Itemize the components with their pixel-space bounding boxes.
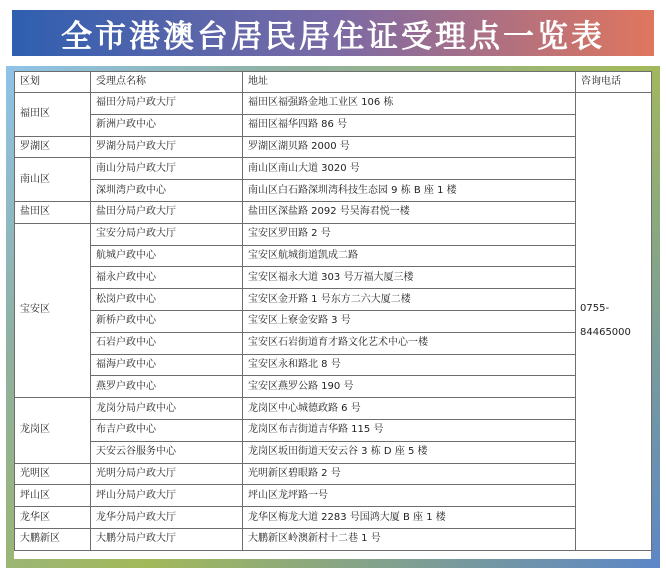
table-row [15, 419, 652, 441]
address-cell: 南山区南山大道 3020 号 [243, 158, 576, 180]
district-cell: 光明区 [15, 463, 91, 485]
table-row [15, 267, 652, 289]
address-cell: 大鹏新区岭澳新村十二巷 1 号 [243, 528, 576, 550]
table-row [15, 507, 652, 529]
point-name-cell: 松岗户政中心 [91, 289, 243, 311]
address-cell: 南山区白石路深圳湾科技生态园 9 栋 B 座 1 楼 [243, 180, 576, 202]
table-row [15, 289, 652, 311]
district-cell: 坪山区 [15, 485, 91, 507]
point-name-cell: 罗湖分局户政大厅 [91, 136, 243, 158]
point-name-cell: 坪山分局户政大厅 [91, 485, 243, 507]
point-name-cell: 石岩户政中心 [91, 332, 243, 354]
address-cell: 宝安区石岩街道育才路文化艺术中心一楼 [243, 332, 576, 354]
district-cell: 龙华区 [15, 507, 91, 529]
table-row [15, 398, 652, 420]
phone-line: 84465000 [580, 327, 631, 339]
address-cell: 罗湖区湖贝路 2000 号 [243, 136, 576, 158]
point-name-cell: 大鹏分局户政大厅 [91, 528, 243, 550]
address-cell: 龙岗区中心城德政路 6 号 [243, 398, 576, 420]
service-points-table [14, 71, 652, 551]
address-cell: 盐田区深盐路 2092 号吴海君悦一楼 [243, 201, 576, 223]
table-row [15, 441, 652, 463]
table-row [15, 158, 652, 180]
district-cell: 南山区 [15, 158, 91, 202]
district-cell: 大鹏新区 [15, 528, 91, 550]
table-row [15, 528, 652, 550]
table-row [15, 485, 652, 507]
table-row [15, 310, 652, 332]
table-row [15, 332, 652, 354]
address-cell: 宝安区永和路北 8 号 [243, 354, 576, 376]
point-name-cell: 南山分局户政大厅 [91, 158, 243, 180]
table-row [15, 245, 652, 267]
point-name-cell: 龙华分局户政大厅 [91, 507, 243, 529]
point-name-cell: 航城户政中心 [91, 245, 243, 267]
address-cell: 福田区福强路金地工业区 106 栋 [243, 93, 576, 115]
district-cell: 盐田区 [15, 201, 91, 223]
table-row [15, 136, 652, 158]
address-cell: 光明新区碧眼路 2 号 [243, 463, 576, 485]
address-cell: 宝安区燕罗公路 190 号 [243, 376, 576, 398]
point-name-cell: 龙岗分局户政中心 [91, 398, 243, 420]
point-name-cell: 盐田分局户政大厅 [91, 201, 243, 223]
table-row [15, 201, 652, 223]
table-row [15, 114, 652, 136]
table-header-row [15, 72, 652, 93]
point-name-cell: 光明分局户政大厅 [91, 463, 243, 485]
point-name-cell: 新洲户政中心 [91, 114, 243, 136]
table-row [15, 463, 652, 485]
address-cell: 宝安区罗田路 2 号 [243, 223, 576, 245]
header-district: 区划 [15, 72, 91, 93]
table-row [15, 354, 652, 376]
address-cell: 宝安区福永大道 303 号万福大厦三楼 [243, 267, 576, 289]
address-cell: 宝安区金开路 1 号东方二六大厦二楼 [243, 289, 576, 311]
point-name-cell: 新桥户政中心 [91, 310, 243, 332]
point-name-cell: 福海户政中心 [91, 354, 243, 376]
point-name-cell: 布吉户政中心 [91, 419, 243, 441]
header-point-name: 受理点名称 [91, 72, 243, 93]
table-body [15, 93, 652, 551]
header-phone: 咨询电话 [576, 72, 652, 93]
phone-cell [576, 93, 652, 551]
address-cell: 宝安区航城街道凯成二路 [243, 245, 576, 267]
table-row [15, 223, 652, 245]
phone-line: 0755- [580, 303, 610, 315]
point-name-cell: 福田分局户政大厅 [91, 93, 243, 115]
district-cell: 罗湖区 [15, 136, 91, 158]
page-title: 全市港澳台居民居住证受理点一览表 [12, 10, 654, 56]
address-cell: 宝安区上寮金安路 3 号 [243, 310, 576, 332]
district-cell: 福田区 [15, 93, 91, 137]
district-cell: 龙岗区 [15, 398, 91, 463]
header-address: 地址 [243, 72, 576, 93]
point-name-cell: 宝安分局户政大厅 [91, 223, 243, 245]
address-cell: 龙岗区布吉街道吉华路 115 号 [243, 419, 576, 441]
address-cell: 福田区福华四路 86 号 [243, 114, 576, 136]
point-name-cell: 福永户政中心 [91, 267, 243, 289]
table-row [15, 376, 652, 398]
point-name-cell: 天安云谷服务中心 [91, 441, 243, 463]
district-cell: 宝安区 [15, 223, 91, 397]
point-name-cell: 燕罗户政中心 [91, 376, 243, 398]
table-row [15, 180, 652, 202]
point-name-cell: 深圳湾户政中心 [91, 180, 243, 202]
address-cell: 龙华区梅龙大道 2283 号国鸿大厦 B 座 1 楼 [243, 507, 576, 529]
address-cell: 坪山区龙坪路一号 [243, 485, 576, 507]
table-row [15, 93, 652, 115]
address-cell: 龙岗区坂田街道天安云谷 3 栋 D 座 5 楼 [243, 441, 576, 463]
